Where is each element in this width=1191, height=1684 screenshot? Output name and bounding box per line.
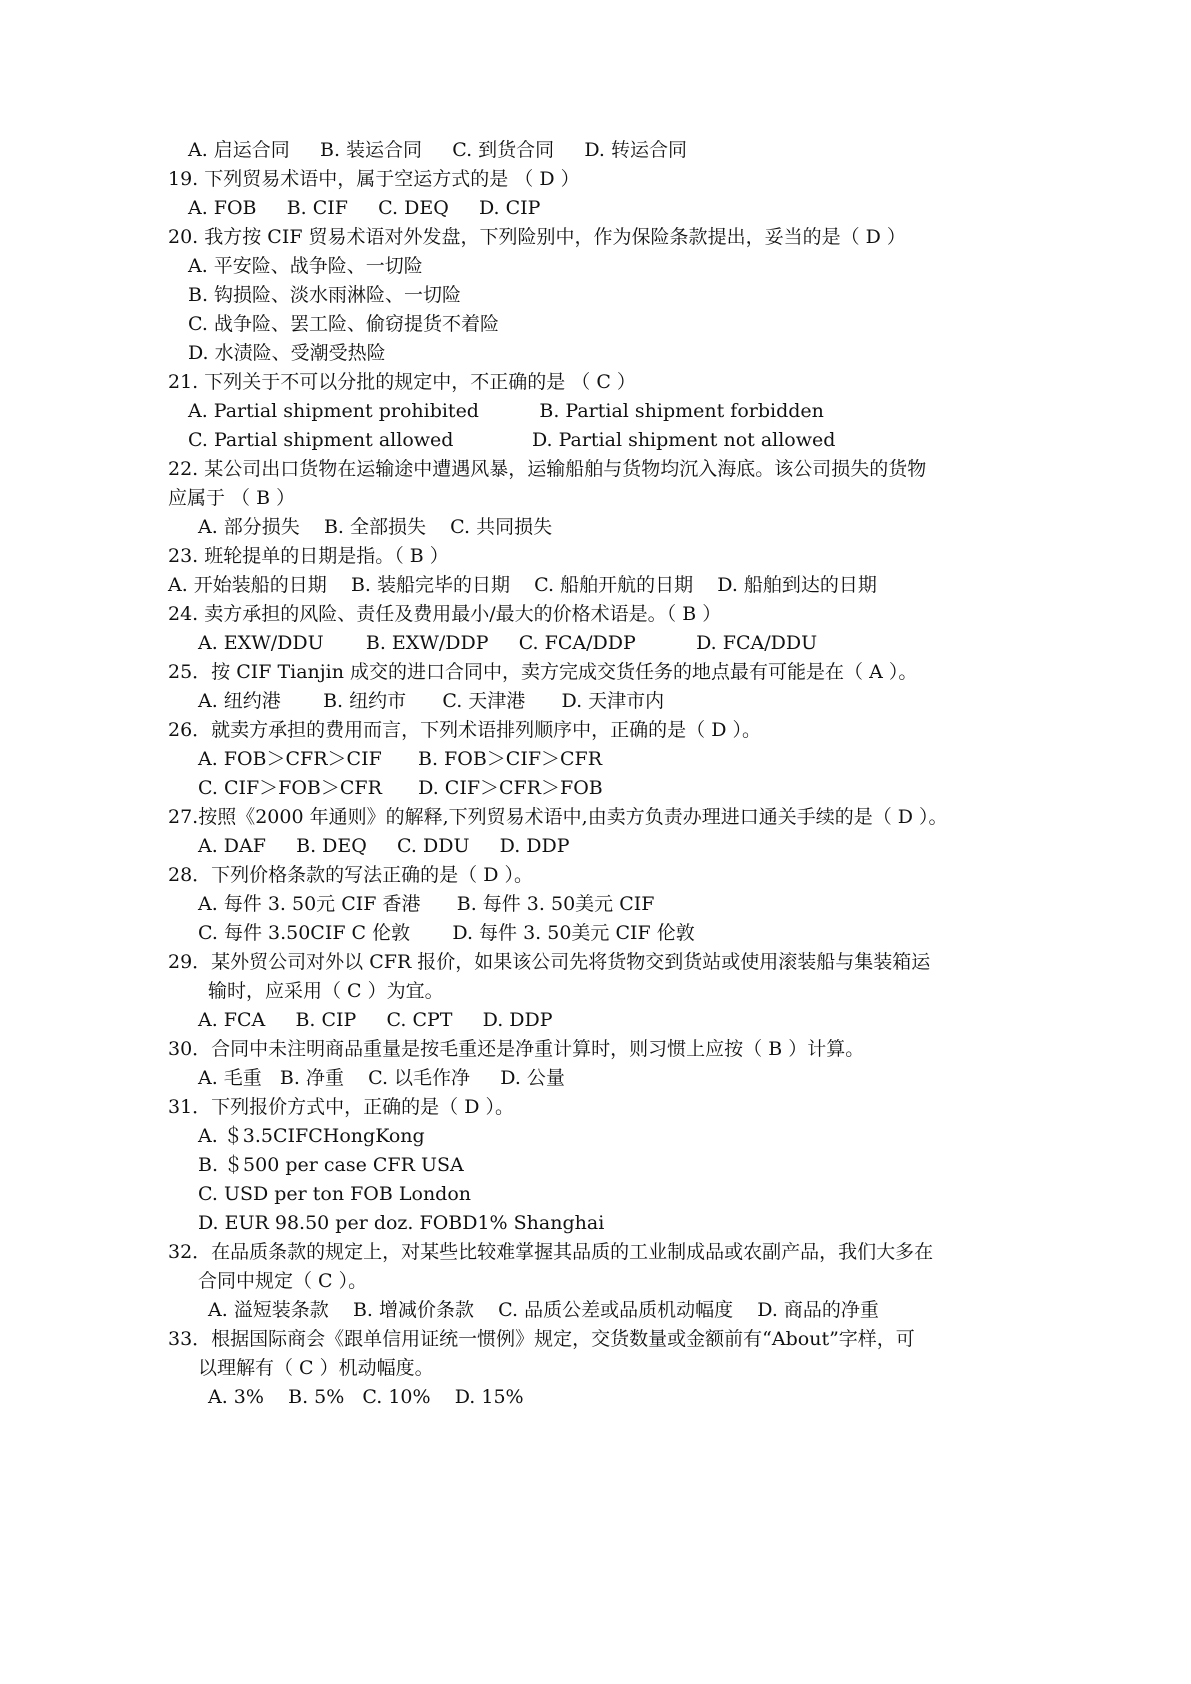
q20-option-a: A. 平安险、战争险、一切险 <box>188 255 423 277</box>
q28-options-cd: C. 每件 3.50CIF C 伦敦 D. 每件 3. 50美元 CIF 伦敦 <box>198 922 695 944</box>
q22-question: 22. 某公司出口货物在运输途中遭遇风暴，运输船舶与货物均沉入海底。该公司损失的货物 <box>168 458 927 480</box>
q23-question: 23. 班轮提单的日期是指。（ B ） <box>168 545 449 567</box>
q26-options-cd: C. CIF＞FOB＞CFR D. CIF＞CFR＞FOB <box>198 777 603 799</box>
q21-question: 21. 下列关于不可以分批的规定中，不正确的是 （ C ） <box>168 371 636 393</box>
q31-question: 31．下列报价方式中，正确的是（ D ）。 <box>168 1096 514 1118</box>
q20-option-c: C. 战争险、罢工险、偷窃提货不着险 <box>188 313 499 335</box>
q21-options-cd: C. Partial shipment allowed D. Partial shipment not allowed <box>188 429 836 451</box>
q33-question-cont: 以理解有（ C ）机动幅度。 <box>198 1357 434 1379</box>
q20-option-d: D. 水渍险、受潮受热险 <box>188 342 386 364</box>
q19-question: 19. 下列贸易术语中，属于空运方式的是 （ D ） <box>168 168 580 190</box>
q27-options: A. DAF B. DEQ C. DDU D. DDP <box>198 835 570 857</box>
q19-options: A. FOB B. CIF C. DEQ D. CIP <box>188 197 541 219</box>
q27-question: 27.按照《2000 年通则》的解释,下列贸易术语中,由卖方负责办理进口通关手续的是（ D ）。 <box>168 806 948 828</box>
q20-option-b: B. 钩损险、淡水雨淋险、一切险 <box>188 284 462 306</box>
q30-options: A. 毛重 B. 净重 C. 以毛作净 D. 公量 <box>198 1067 565 1089</box>
q32-options: A. 溢短装条款 B. 增减价条款 C. 品质公差或品质机动幅度 D. 商品的净重 <box>208 1299 879 1321</box>
q33-options: A. 3% B. 5% C. 10% D. 15% <box>208 1386 524 1408</box>
q32-question-cont: 合同中规定（ C ）。 <box>198 1270 368 1292</box>
q25-options: A. 纽约港 B. 纽约市 C. 天津港 D. 天津市内 <box>198 690 665 712</box>
q22-options: A. 部分损失 B. 全部损失 C. 共同损失 <box>198 516 553 538</box>
q22-question-cont: 应属于 （ B ） <box>168 487 296 509</box>
q31-option-b: B. ＄500 per case CFR USA <box>198 1154 464 1176</box>
q29-options: A. FCA B. CIP C. CPT D. DDP <box>198 1009 553 1031</box>
q26-question: 26．就卖方承担的费用而言，下列术语排列顺序中，正确的是（ D ）。 <box>168 719 761 741</box>
q30-question: 30．合同中未注明商品重量是按毛重还是净重计算时，则习惯上应按（ B ）计算。 <box>168 1038 865 1060</box>
q25-question: 25．按 CIF Tianjin 成交的进口合同中，卖方完成交货任务的地点最有可能是在（ A ）。 <box>168 661 918 683</box>
q32-question: 32．在品质条款的规定上，对某些比较难掌握其品质的工业制成品或农副产品，我们大多在 <box>168 1241 934 1263</box>
q21-options-ab: A. Partial shipment prohibited B. Partial shipment forbidden <box>188 400 824 422</box>
q33-question: 33．根据国际商会《跟单信用证统一惯例》规定，交货数量或金额前有“About”字样，可 <box>168 1328 915 1350</box>
q28-question: 28．下列价格条款的写法正确的是（ D ）。 <box>168 864 533 886</box>
q18-options: A. 启运合同 B. 装运合同 C. 到货合同 D. 转运合同 <box>188 139 688 161</box>
q29-question: 29．某外贸公司对外以 CFR 报价，如果该公司先将货物交到货站或使用滚装船与集装箱运 <box>168 951 931 973</box>
q31-option-a: A. ＄3.5CIFCHongKong <box>198 1125 425 1147</box>
q29-question-cont: 输时，应采用（ C ）为宜。 <box>208 980 444 1002</box>
q23-options: A. 开始装船的日期 B. 装船完毕的日期 C. 船舶开航的日期 D. 船舶到达的日期 <box>168 574 877 596</box>
q24-options: A. EXW/DDU B. EXW/DDP C. FCA/DDP D. FCA/DDU <box>198 632 818 654</box>
q24-question: 24. 卖方承担的风险、责任及费用最小/最大的价格术语是。（ B ） <box>168 603 722 625</box>
q20-question: 20. 我方按 CIF 贸易术语对外发盘，下列险别中，作为保险条款提出，妥当的是（ D ） <box>168 226 906 248</box>
q31-option-d: D. EUR 98.50 per doz. FOBD1% Shanghai <box>198 1212 605 1234</box>
q31-option-c: C. USD per ton FOB London <box>198 1183 472 1205</box>
q26-options-ab: A. FOB＞CFR＞CIF B. FOB＞CIF＞CFR <box>198 748 603 770</box>
q28-options-ab: A. 每件 3. 50元 CIF 香港 B. 每件 3. 50美元 CIF <box>198 893 655 915</box>
